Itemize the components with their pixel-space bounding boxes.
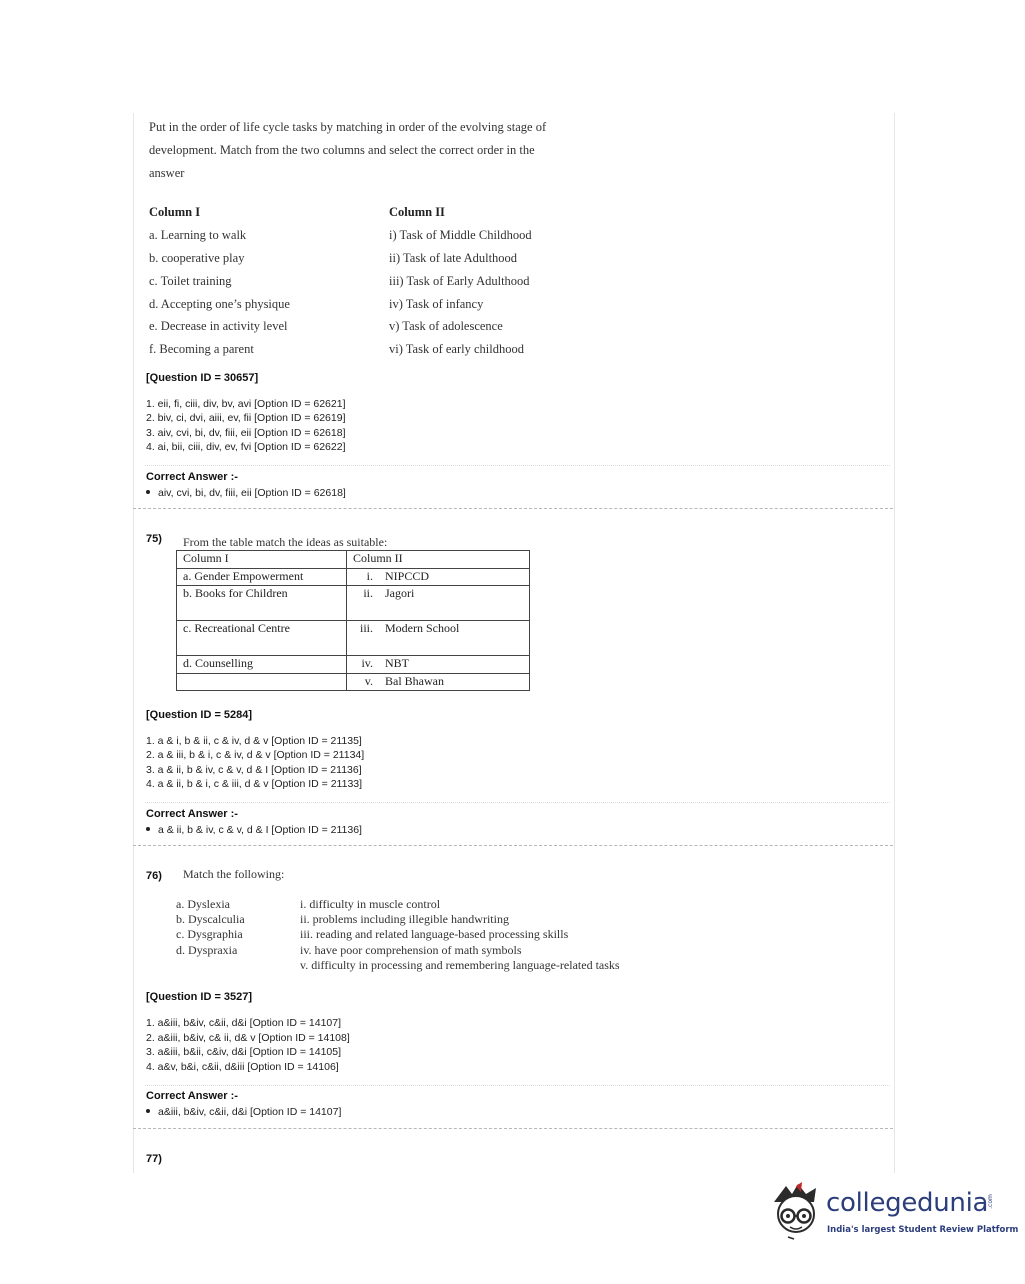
q76-left-item: c. Dysgraphia <box>176 927 243 942</box>
q76-prompt: Match the following: <box>183 867 285 881</box>
q76-right-item: iv. have poor comprehension of math symbols <box>300 942 522 957</box>
q76-option: 2. a&iii, b&iv, c& ii, d& v [Option ID = 14108] <box>146 1032 350 1044</box>
q76-option: 1. a&iii, b&iv, c&ii, d&i [Option ID = 14107] <box>146 1017 342 1029</box>
q75-option: 2. a & iii, b & i, c & iv, d & v [Option ID = 21134] <box>146 749 365 761</box>
q76-left-item: a. Dyslexia <box>176 897 230 911</box>
divider <box>145 802 890 803</box>
q75-cell-right: Bal Bhawan <box>379 674 530 691</box>
bullet-icon <box>146 1109 150 1113</box>
q74-option: 3. aiv, cvi, bi, dv, fiii, eii [Option ID = 62618] <box>146 427 346 439</box>
q75-cell-left: d. Counselling <box>177 656 347 674</box>
q74-question-id: [Question ID = 30657] <box>146 372 259 384</box>
q74-correct-answer <box>146 487 346 499</box>
bullet-icon <box>146 827 150 831</box>
divider <box>133 1128 893 1129</box>
q74-intro: Put in the order of life cycle tasks by matching in order of the evolving stage of development. Match from the two columns and select the correct order in the answer <box>149 120 547 180</box>
q74-col2-item: ii) Task of late Adulthood <box>389 251 518 265</box>
q76-correct-answer-text: a&iii, b&iv, c&ii, d&i [Option ID = 14107] <box>158 1106 342 1118</box>
q75-cell-num: iv. <box>347 656 380 674</box>
q74-col1-item: e. Decrease in activity level <box>149 319 288 333</box>
q75-cell-num: i. <box>347 569 380 586</box>
q76-right-item: iii. reading and related language-based processing skills <box>300 927 569 942</box>
q76-right-item: ii. problems including illegible handwriting <box>300 912 509 927</box>
q76-left-item: b. Dyscalculia <box>176 912 245 927</box>
q74-column1-header: Column I <box>149 205 201 219</box>
q74-option: 1. eii, fi, ciii, div, bv, avi [Option ID = 62621] <box>146 398 346 410</box>
q74-col2-item: v) Task of adolescence <box>389 319 503 333</box>
q74-col2-item: i) Task of Middle Childhood <box>389 228 532 242</box>
q74-col1-item: d. Accepting one’s physique <box>149 297 290 311</box>
q74-option: 4. ai, bii, ciii, div, ev, fvi [Option ID = 62622] <box>146 441 346 453</box>
q77-number: 77) <box>146 1153 162 1165</box>
q75-cell-right: NIPCCD <box>379 569 530 586</box>
q76-left-list <box>176 897 245 958</box>
q76-option: 4. a&v, b&i, c&ii, d&iii [Option ID = 14106] <box>146 1061 339 1073</box>
q75-cell-left: b. Books for Children <box>177 586 347 621</box>
q75-correct-answer <box>146 824 362 836</box>
q75-cell-left <box>177 674 347 691</box>
q74-col1-item: b. cooperative play <box>149 251 245 265</box>
divider <box>133 845 893 846</box>
q74-col2-item: iii) Task of Early Adulthood <box>389 274 530 288</box>
collegedunia-mascot-icon <box>768 1180 824 1240</box>
divider <box>133 508 893 509</box>
q74-col1-item: a. Learning to walk <box>149 228 247 242</box>
divider <box>145 1085 890 1086</box>
q76-correct-label: Correct Answer :- <box>146 1090 238 1102</box>
q75-prompt: From the table match the ideas as suitable: <box>183 535 388 549</box>
q74-column2-header: Column II <box>389 205 445 219</box>
bullet-icon <box>146 490 150 494</box>
q75-option: 1. a & i, b & ii, c & iv, d & v [Option ID = 21135] <box>146 735 362 747</box>
q76-right-list <box>300 897 620 973</box>
q75-cell-right: NBT <box>379 656 530 674</box>
logo-wordmark: collegedunia <box>826 1188 989 1218</box>
q76-number: 76) <box>146 870 162 882</box>
q75-table <box>176 550 530 691</box>
q75-correct-answer-text: a & ii, b & iv, c & v, d & I [Option ID = 21136] <box>158 824 362 836</box>
q76-right-item: v. difficulty in processing and remembering language-related tasks <box>300 957 620 972</box>
q74-col1-item: c. Toilet training <box>149 274 232 288</box>
q75-cell-num: ii. <box>347 586 380 621</box>
q75-header-col2: Column II <box>347 551 530 569</box>
q75-cell-right: Modern School <box>379 621 530 656</box>
q75-header-col1: Column I <box>177 551 347 569</box>
q74-col2-item: iv) Task of infancy <box>389 297 484 311</box>
q76-option: 3. a&iii, b&ii, c&iv, d&i [Option ID = 14105] <box>146 1046 342 1058</box>
divider <box>145 465 890 466</box>
q75-cell-left: a. Gender Empowerment <box>177 569 347 586</box>
q76-correct-answer <box>146 1106 341 1118</box>
q76-right-item: i. difficulty in muscle control <box>300 897 441 911</box>
logo-tld: .com <box>986 1194 994 1209</box>
q74-col1-item: f. Becoming a parent <box>149 342 254 356</box>
q75-option: 4. a & ii, b & i, c & iii, d & v [Option ID = 21133] <box>146 778 363 790</box>
logo-tagline: India's largest Student Review Platform <box>827 1225 1019 1235</box>
q74-correct-label: Correct Answer :- <box>146 471 238 483</box>
q75-cell-num: iii. <box>347 621 380 656</box>
q75-question-id: [Question ID = 5284] <box>146 709 253 721</box>
q74-option: 2. biv, ci, dvi, aiii, ev, fii [Option ID = 62619] <box>146 412 346 424</box>
q75-number: 75) <box>146 533 162 545</box>
q75-cell-right: Jagori <box>379 586 530 621</box>
q76-left-item: d. Dyspraxia <box>176 942 238 957</box>
q75-cell-left: c. Recreational Centre <box>177 621 347 656</box>
q75-option: 3. a & ii, b & iv, c & v, d & I [Option ID = 21136] <box>146 764 362 776</box>
q74-col2-item: vi) Task of early childhood <box>389 342 524 356</box>
q75-correct-label: Correct Answer :- <box>146 808 238 820</box>
q76-question-id: [Question ID = 3527] <box>146 991 253 1003</box>
q74-correct-answer-text: aiv, cvi, bi, dv, fiii, eii [Option ID = 62618] <box>158 487 346 499</box>
q75-cell-num: v. <box>347 674 380 691</box>
